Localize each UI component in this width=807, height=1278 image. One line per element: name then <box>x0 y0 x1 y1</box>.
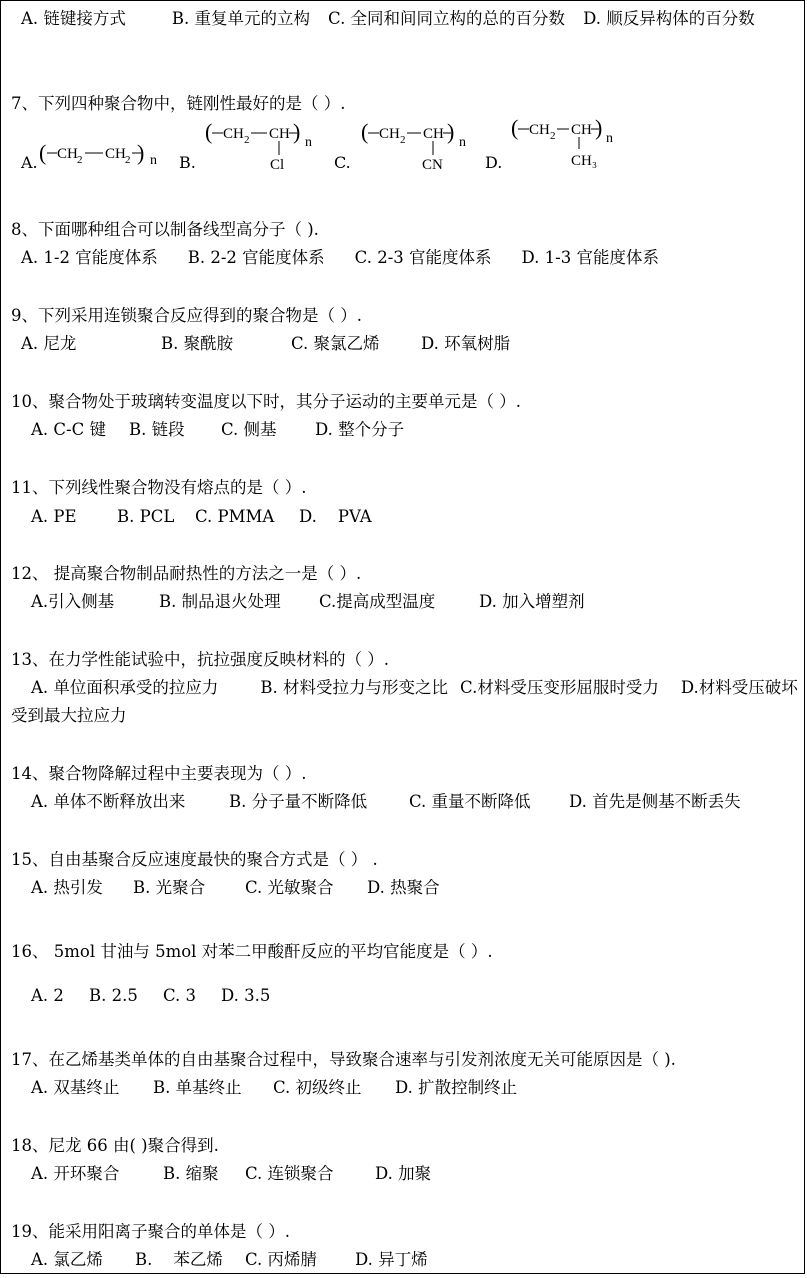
q18-option-d[interactable]: D. 加聚 <box>375 1164 432 1183</box>
svg-text:2: 2 <box>400 134 406 146</box>
svg-text:CH: CH <box>379 126 400 142</box>
q19-option-a[interactable]: A. 氯乙烯 <box>31 1250 103 1269</box>
paren-open: ( <box>39 140 47 165</box>
q18-option-c[interactable]: C. 连锁聚合 <box>245 1164 334 1183</box>
q18-option-b[interactable]: B. 缩聚 <box>163 1164 219 1183</box>
q12-option-a[interactable]: A.引入侧基 <box>31 592 115 611</box>
q6-option-b[interactable]: B. 重复单元的立构 <box>171 9 311 28</box>
svg-text:CH: CH <box>223 126 244 142</box>
q16-option-c[interactable]: C. 3 <box>163 986 197 1005</box>
q7-structure-d[interactable] <box>509 113 629 173</box>
q6-option-c[interactable]: C. 全同和间同立构的总的百分数 <box>328 9 566 28</box>
subscript-n: n <box>459 135 466 150</box>
question-19: 19、能采用阳离子聚合的单体是（ ）. <box>11 1222 290 1241</box>
q7-structure-a[interactable] <box>37 133 167 173</box>
q16-options <box>31 983 270 1009</box>
q13-option-b[interactable]: B. 材料受拉力与形变之比 <box>260 678 449 697</box>
paren-close: ) <box>137 140 145 165</box>
q6-options <box>11 5 801 33</box>
subscript-n: n <box>305 135 312 150</box>
q17-option-a[interactable]: A. 双基终止 <box>31 1078 120 1097</box>
q14-option-b[interactable]: B. 分子量不断降低 <box>229 792 368 811</box>
q6-option-a[interactable]: A. 链键接方式 <box>21 9 126 28</box>
q18-options <box>31 1161 431 1187</box>
q19-options <box>31 1247 428 1273</box>
substituent-cn: CN <box>422 157 443 173</box>
svg-text:(: ( <box>511 115 519 140</box>
q14-option-a[interactable]: A. 单体不断释放出来 <box>31 792 186 811</box>
q17-option-b[interactable]: B. 单基终止 <box>153 1078 242 1097</box>
q19-option-b[interactable]: B. 苯乙烯 <box>135 1250 223 1269</box>
svg-text:2: 2 <box>244 134 250 146</box>
q12-option-d[interactable]: D. 加入增塑剂 <box>479 592 585 611</box>
q12-option-b[interactable]: B. 制品退火处理 <box>159 592 281 611</box>
q7-option-a-label[interactable]: A. <box>21 153 38 172</box>
q11-option-b[interactable]: B. PCL <box>117 507 175 526</box>
q8-option-c[interactable]: C. 2-3 官能度体系 <box>354 248 492 267</box>
q12-option-c[interactable]: C.提高成型温度 <box>319 592 436 611</box>
substituent-cl: Cl <box>270 157 285 173</box>
question-11: 11、下列线性聚合物没有熔点的是（ ）. <box>11 478 307 497</box>
q14-option-c[interactable]: C. 重量不断降低 <box>409 792 531 811</box>
q9-option-d[interactable]: D. 环氧树脂 <box>421 334 511 353</box>
q13-option-c[interactable]: C.材料受压变形屈服时受力 <box>460 678 659 697</box>
subscript-n: n <box>150 153 157 168</box>
q15-option-c[interactable]: C. 光敏聚合 <box>245 878 334 897</box>
q10-option-d[interactable]: D. 整个分子 <box>315 420 405 439</box>
question-16: 16、 5mol 甘油与 5mol 对苯二甲酸酐反应的平均官能度是（ ）. <box>11 942 493 961</box>
q11-option-a[interactable]: A. PE <box>31 507 77 526</box>
q11-options <box>31 504 372 530</box>
q9-options <box>21 331 510 357</box>
question-8: 8、下面哪种组合可以制备线型高分子（ ). <box>11 220 319 239</box>
q15-option-a[interactable]: A. 热引发 <box>31 878 103 897</box>
q11-option-c[interactable]: C. PMMA <box>195 507 275 526</box>
svg-text:2: 2 <box>550 130 556 142</box>
q14-options <box>31 789 741 815</box>
q7-structure-b[interactable] <box>203 117 323 173</box>
q19-option-c[interactable]: C. 丙烯腈 <box>245 1250 318 1269</box>
q15-option-d[interactable]: D. 热聚合 <box>367 878 440 897</box>
q17-option-c[interactable]: C. 初级终止 <box>273 1078 362 1097</box>
q15-options <box>31 875 440 901</box>
q7-option-b-label[interactable]: B. <box>179 153 196 172</box>
q8-option-d[interactable]: D. 1-3 官能度体系 <box>521 248 659 267</box>
svg-text:CH: CH <box>571 122 592 138</box>
q7-option-c-label[interactable]: C. <box>334 153 351 172</box>
question-9: 9、下列采用连锁聚合反应得到的聚合物是（ ）. <box>11 306 362 325</box>
question-14: 14、聚合物降解过程中主要表现为（ ）. <box>11 764 307 783</box>
q9-option-c[interactable]: C. 聚氯乙烯 <box>291 334 380 353</box>
svg-text:(: ( <box>205 119 213 144</box>
q9-option-a[interactable]: A. 尼龙 <box>21 334 77 353</box>
svg-text:CH: CH <box>529 122 550 138</box>
q17-option-d[interactable]: D. 扩散控制终止 <box>395 1078 518 1097</box>
svg-text:CH: CH <box>423 126 444 142</box>
substituent-ch3: CH₃ <box>571 153 598 169</box>
q9-option-b[interactable]: B. 聚酰胺 <box>161 334 234 353</box>
sub-2: 2 <box>77 154 83 166</box>
q8-option-a[interactable]: A. 1-2 官能度体系 <box>21 248 158 267</box>
q13-option-d[interactable]: D.材料受压破坏受到最大拉应力 <box>11 678 798 725</box>
q17-options <box>31 1075 517 1101</box>
q6-option-d[interactable]: D. 顺反异构体的百分数 <box>583 9 755 28</box>
group-ch: CH <box>105 146 126 162</box>
sub-2: 2 <box>125 154 131 166</box>
question-7: 7、下列四种聚合物中，链刚性最好的是（ ）. <box>11 94 346 113</box>
q10-option-a[interactable]: A. C-C 键 <box>31 420 106 439</box>
q8-option-b[interactable]: B. 2-2 官能度体系 <box>187 248 325 267</box>
q7-option-d-label[interactable]: D. <box>485 153 503 172</box>
svg-text:CH: CH <box>269 126 290 142</box>
q13-option-a[interactable]: A. 单位面积承受的拉应力 <box>31 678 219 697</box>
q15-option-b[interactable]: B. 光聚合 <box>133 878 206 897</box>
q10-option-c[interactable]: C. 侧基 <box>221 420 277 439</box>
group-ch: CH <box>57 146 78 162</box>
q14-option-d[interactable]: D. 首先是侧基不断丢失 <box>569 792 741 811</box>
question-13: 13、在力学性能试验中，抗拉强度反映材料的（ ）. <box>11 650 389 669</box>
question-10: 10、聚合物处于玻璃转变温度以下时，其分子运动的主要单元是（ ）. <box>11 392 521 411</box>
q19-option-d[interactable]: D. 异丁烯 <box>355 1250 428 1269</box>
q7-structure-c[interactable] <box>359 117 479 173</box>
q10-option-b[interactable]: B. 链段 <box>129 420 185 439</box>
q12-options <box>31 589 585 615</box>
q16-option-b[interactable]: B. 2.5 <box>89 986 138 1005</box>
q16-option-d[interactable]: D. 3.5 <box>221 986 271 1005</box>
svg-text:): ) <box>595 115 603 140</box>
q11-option-d[interactable]: D. PVA <box>299 507 372 526</box>
question-18: 18、尼龙 66 由( )聚合得到. <box>11 1136 219 1155</box>
question-15: 15、自由基聚合反应速度最快的聚合方式是（ ） . <box>11 850 378 869</box>
q8-options <box>21 245 659 271</box>
question-17: 17、在乙烯基类单体的自由基聚合过程中，导致聚合速率与引发剂浓度无关可能原因是（ ). <box>11 1050 676 1069</box>
subscript-n: n <box>606 131 613 146</box>
q13-options <box>11 674 801 730</box>
q16-option-a[interactable]: A. 2 <box>31 986 64 1005</box>
q18-option-a[interactable]: A. 开环聚合 <box>31 1164 120 1183</box>
svg-text:): ) <box>447 119 455 144</box>
svg-text:): ) <box>293 119 301 144</box>
svg-text:(: ( <box>361 119 369 144</box>
q10-options <box>31 417 404 443</box>
question-12: 12、 提高聚合物制品耐热性的方法之一是（ ）. <box>11 564 362 583</box>
